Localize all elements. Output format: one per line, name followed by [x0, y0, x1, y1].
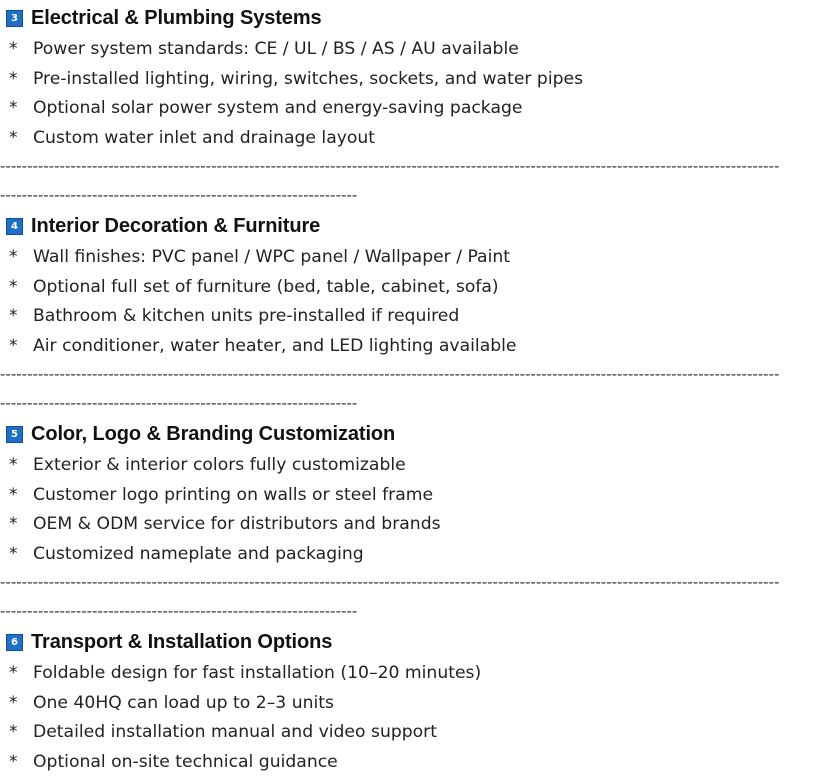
section-number-badge: 3 — [6, 10, 23, 27]
dashed-divider: ------------------------------------------------------------------ — [0, 186, 358, 204]
bullet-marker: * — [9, 335, 18, 356]
list-item-text: Pre-installed lighting, wiring, switches, sockets, and water pipes — [33, 68, 584, 89]
list-item — [0, 509, 441, 539]
bullet-marker: * — [9, 662, 18, 683]
bullet-marker: * — [9, 692, 18, 713]
bullet-marker: * — [9, 454, 18, 475]
list-item — [0, 272, 516, 302]
list-item-text: Power system standards: CE / UL / BS / AS / AU available — [33, 38, 519, 59]
section-title: Electrical & Plumbing Systems — [31, 6, 322, 29]
list-item-text: Foldable design for fast installation (10–20 minutes) — [33, 662, 482, 683]
list-item — [0, 658, 481, 688]
list-item-text: Customized nameplate and packaging — [33, 543, 364, 564]
dashed-divider: ------------------------------------------------------------------ — [0, 394, 358, 412]
list-item-text: Detailed installation manual and video support — [33, 722, 437, 743]
bullet-marker: * — [9, 751, 18, 772]
bullet-list — [0, 450, 441, 569]
list-item — [0, 93, 583, 123]
dashed-divider: ------------------------------------------------------------------------------------------------------------------------------------------------ — [0, 365, 780, 383]
bullet-marker: * — [9, 98, 18, 119]
list-item — [0, 34, 583, 64]
list-item-text: Optional full set of furniture (bed, table, cabinet, sofa) — [33, 276, 499, 297]
section-heading — [6, 422, 395, 446]
list-item — [0, 480, 441, 510]
list-item — [0, 688, 481, 718]
list-item-text: OEM & ODM service for distributors and brands — [33, 514, 441, 535]
bullet-marker: * — [9, 127, 18, 148]
bullet-marker: * — [9, 484, 18, 505]
bullet-marker: * — [9, 306, 18, 327]
list-item-text: Optional solar power system and energy-saving package — [33, 98, 523, 119]
section-title: Transport & Installation Options — [31, 630, 333, 653]
list-item — [0, 747, 481, 777]
list-item-text: Customer logo printing on walls or steel frame — [33, 484, 434, 505]
section-title: Interior Decoration & Furniture — [31, 214, 321, 237]
bullet-marker: * — [9, 514, 18, 535]
section-heading — [6, 214, 320, 238]
list-item — [0, 717, 481, 747]
dashed-divider: ------------------------------------------------------------------ — [0, 602, 358, 620]
section-number-badge: 4 — [6, 218, 23, 235]
dashed-divider: ------------------------------------------------------------------------------------------------------------------------------------------------ — [0, 157, 780, 175]
bullet-marker: * — [9, 38, 18, 59]
bullet-list — [0, 658, 481, 777]
list-item-text: Air conditioner, water heater, and LED lighting available — [33, 335, 517, 356]
bullet-marker: * — [9, 543, 18, 564]
list-item-text: Custom water inlet and drainage layout — [33, 127, 376, 148]
list-item — [0, 123, 583, 153]
list-item — [0, 64, 583, 94]
list-item-text: Optional on-site technical guidance — [33, 751, 338, 772]
bullet-marker: * — [9, 722, 18, 743]
list-item — [0, 301, 516, 331]
bullet-list — [0, 242, 516, 361]
list-item — [0, 331, 516, 361]
section-heading — [6, 6, 322, 30]
section-number-badge: 6 — [6, 634, 23, 651]
list-item-text: One 40HQ can load up to 2–3 units — [33, 692, 334, 713]
list-item-text: Exterior & interior colors fully customizable — [33, 454, 406, 475]
list-item — [0, 539, 441, 569]
section-number-badge: 5 — [6, 426, 23, 443]
section-title: Color, Logo & Branding Customization — [31, 422, 396, 445]
list-item-text: Wall finishes: PVC panel / WPC panel / Wallpaper / Paint — [33, 246, 511, 267]
dashed-divider: ------------------------------------------------------------------------------------------------------------------------------------------------ — [0, 573, 780, 591]
list-item — [0, 242, 516, 272]
list-item-text: Bathroom & kitchen units pre-installed if required — [33, 306, 460, 327]
list-item — [0, 450, 441, 480]
section-heading — [6, 630, 332, 654]
bullet-marker: * — [9, 246, 18, 267]
bullet-list — [0, 34, 583, 153]
bullet-marker: * — [9, 68, 18, 89]
bullet-marker: * — [9, 276, 18, 297]
